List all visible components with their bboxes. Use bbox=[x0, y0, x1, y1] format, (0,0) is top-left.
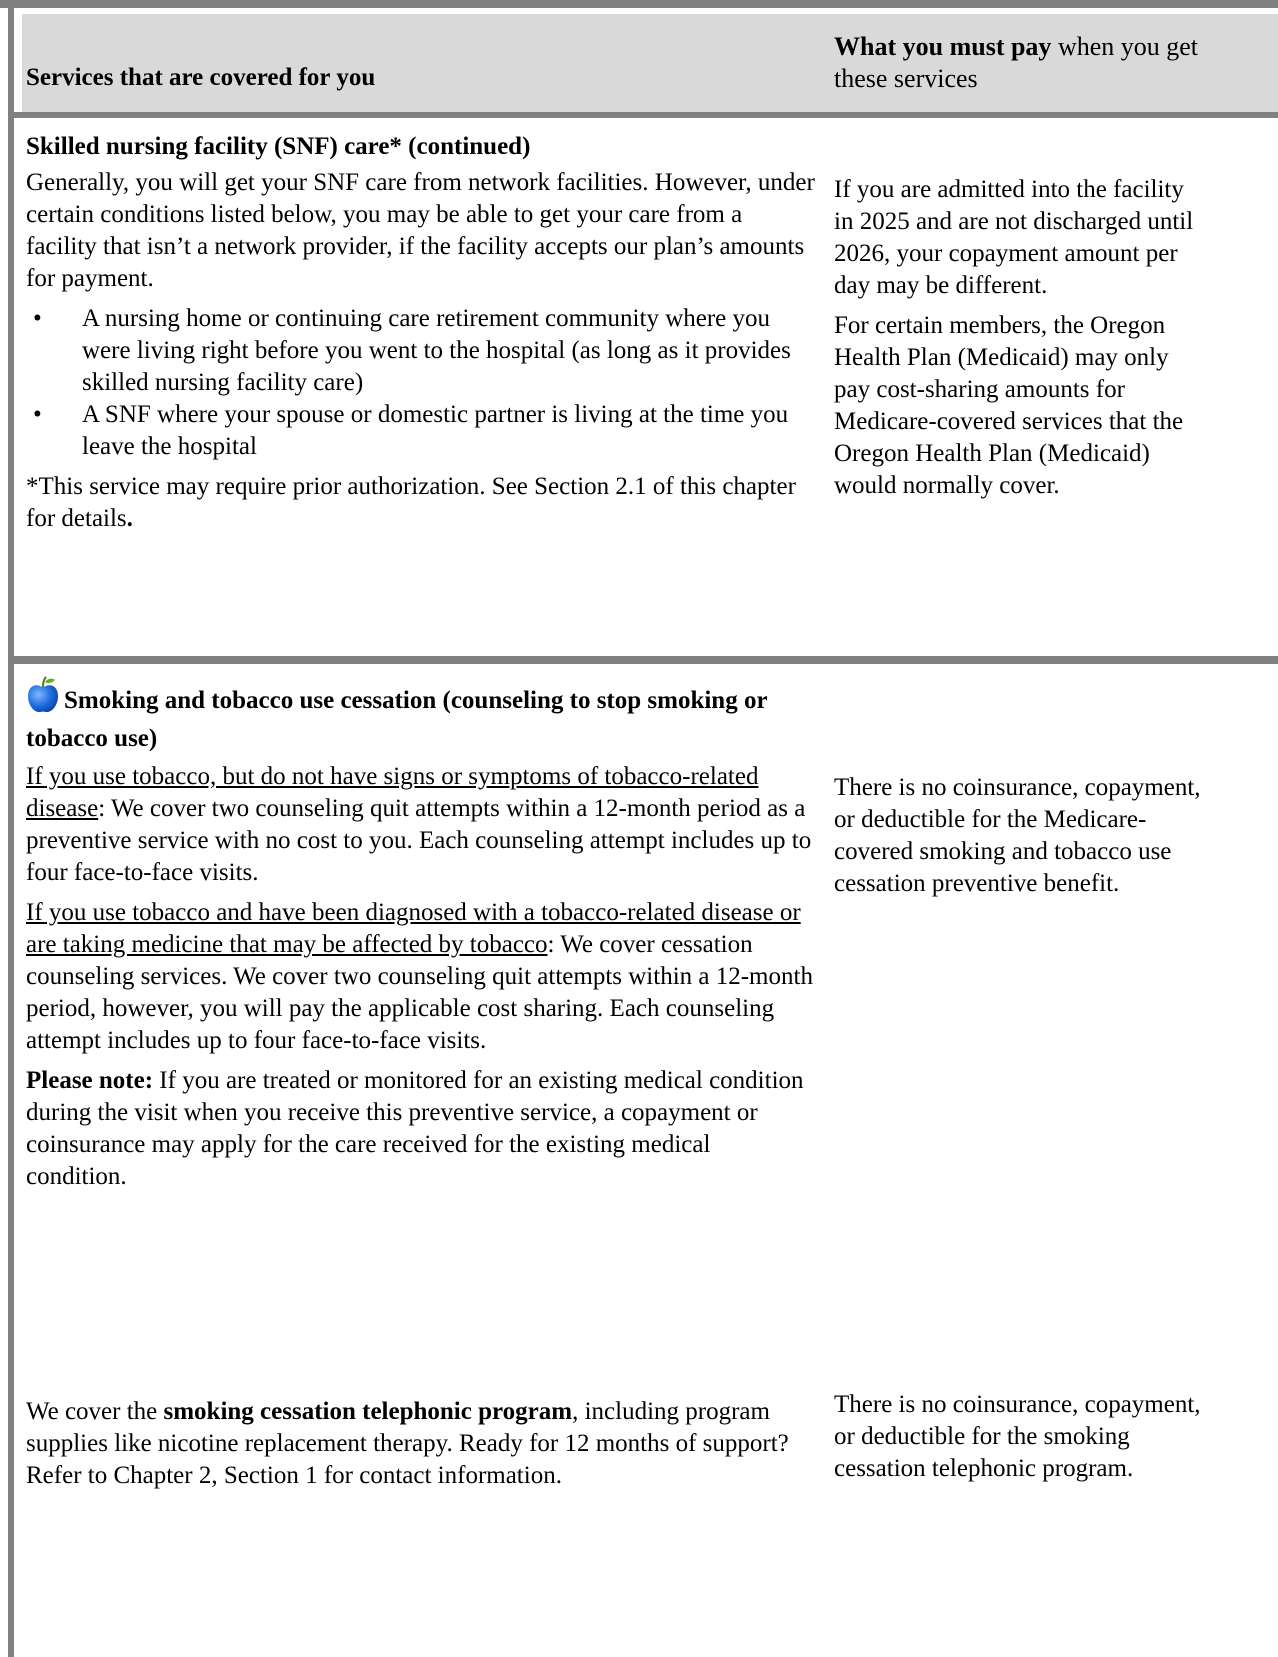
row-divider bbox=[14, 656, 1278, 664]
snf-intro: Generally, you will get your SNF care from network facilities. However, under certain conditions listed below, you may be able to get your care from a facility that isn’t a network provider, if the facility accepts our plan’s amounts for payment. bbox=[26, 169, 815, 292]
smoking-payment-cell-2 bbox=[834, 1389, 1206, 1493]
smoking-telephonic-paragraph bbox=[26, 1396, 816, 1492]
smoking-p3-rest: If you are treated or monitored for an existing medical condition during the visit when you receive this preventive service, a copayment or coinsurance may apply for the care received for the existing medical condition. bbox=[26, 1067, 804, 1190]
column-header-payment-rest: when you get these services bbox=[834, 32, 1199, 93]
smoking-paragraph-diagnosed bbox=[26, 897, 816, 1057]
snf-bullet-item: • A SNF where your spouse or domestic partner is living at the time you leave the hospital bbox=[26, 399, 816, 463]
snf-bullet-item: • A nursing home or continuing care retirement community where you were living right before you went to the hospital (as long as it provides skilled nursing facility care) bbox=[26, 303, 816, 399]
column-header-payment bbox=[834, 31, 1214, 95]
snf-bullet-list bbox=[26, 303, 816, 463]
column-header-services: Services that are covered for you bbox=[26, 64, 376, 91]
snf-note-end: . bbox=[126, 505, 133, 532]
smoking-payment-text-1: There is no coinsurance, copayment, or deductible for the Medicare-covered smoking and tobacco use cessation preventive benefit. bbox=[834, 774, 1201, 897]
smoking-p2-underlined: If you use tobacco and have been diagnosed with a tobacco-related disease or are taking medicine that may be affected by tobacco bbox=[26, 899, 801, 958]
smoking-paragraph-no-symptoms bbox=[26, 761, 816, 889]
snf-note-text: *This service may require prior authorization. See Section 2.1 of this chapter for details bbox=[26, 473, 796, 532]
apple-icon bbox=[26, 676, 60, 723]
snf-title: Skilled nursing facility (SNF) care* (continued) bbox=[26, 133, 531, 160]
smoking-please-note bbox=[26, 1065, 816, 1193]
smoking-p4-bold: smoking cessation telephonic program bbox=[163, 1398, 573, 1425]
left-border bbox=[8, 8, 14, 1657]
snf-services-cell bbox=[26, 131, 816, 543]
smoking-p4-start: We cover the bbox=[26, 1398, 164, 1425]
smoking-p1-rest: : We cover two counseling quit attempts within a 12-month period as a preventive service with no cost to you. Each counseling attempt includes up to four face-to-face visits. bbox=[26, 795, 812, 886]
smoking-title: Smoking and tobacco use cessation (counseling to stop smoking or tobacco use) bbox=[26, 687, 768, 752]
column-header-payment-bold: What you must pay bbox=[834, 32, 1052, 61]
smoking-p1-underlined: If you use tobacco, but do not have signs or symptoms of tobacco-related disease bbox=[26, 763, 759, 822]
header-divider bbox=[14, 112, 1278, 118]
smoking-payment-text-2: There is no coinsurance, copayment, or deductible for the smoking cessation telephonic program. bbox=[834, 1391, 1201, 1482]
snf-payment-text-2: For certain members, the Oregon Health Plan (Medicaid) may only pay cost-sharing amounts for Medicare-covered services that the Oregon Health Plan (Medicaid) would normally cover. bbox=[834, 312, 1184, 499]
snf-payment-cell bbox=[834, 174, 1206, 510]
smoking-telephonic-cell bbox=[26, 1396, 816, 1500]
smoking-p3-bold: Please note: bbox=[26, 1067, 154, 1094]
smoking-p4-rest: , including program supplies like nicotine replacement therapy. Ready for 12 months of support? Refer to Chapter 2, Section 1 for contact information. bbox=[26, 1398, 789, 1489]
smoking-services-cell bbox=[26, 676, 816, 1201]
snf-authorization-note bbox=[26, 471, 816, 535]
smoking-payment-cell-1 bbox=[834, 772, 1206, 908]
smoking-p2-rest: : We cover cessation counseling services. We cover two counseling quit attempts within a 12-month period, however, you will pay the applicable cost sharing. Each counseling attempt includes up to four face-to-face visits. bbox=[26, 931, 813, 1054]
snf-payment-text-1: If you are admitted into the facility in 2025 and are not discharged until 2026, your copayment amount per day may be different. bbox=[834, 176, 1194, 299]
top-border bbox=[0, 0, 1278, 8]
smoking-title-line bbox=[26, 676, 816, 755]
